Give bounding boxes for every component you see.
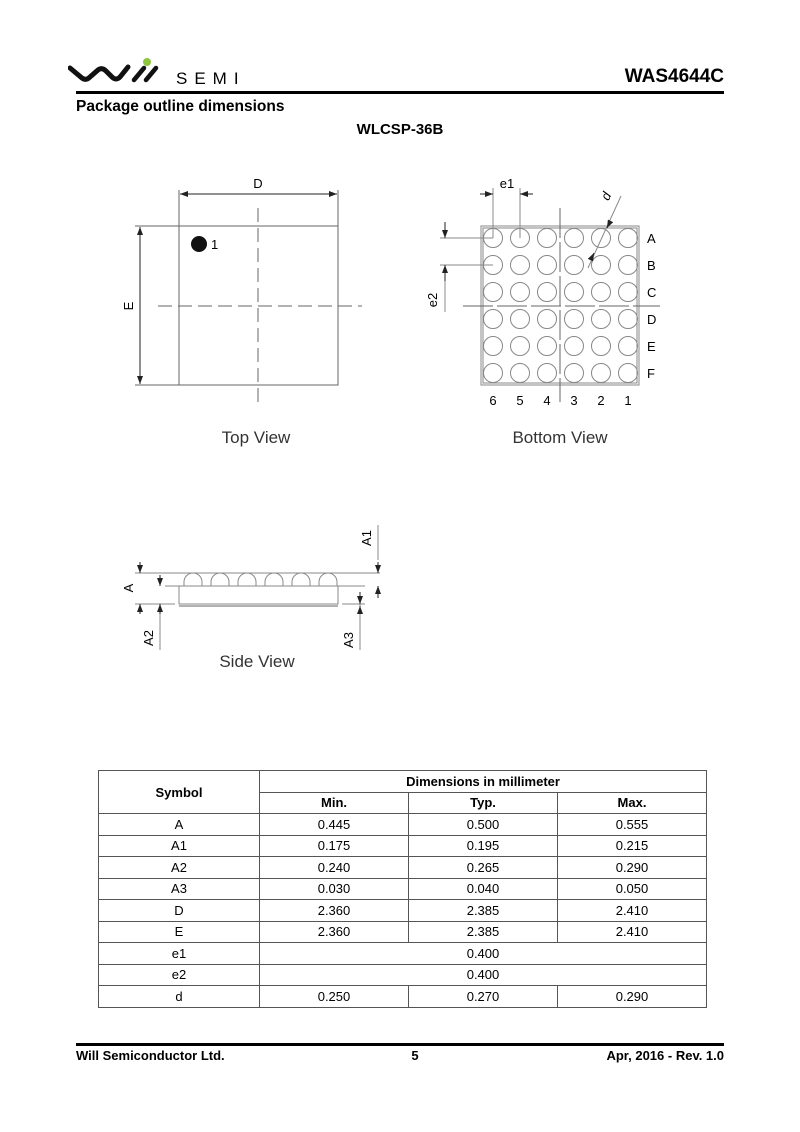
max-cell: 0.290 (558, 986, 707, 1008)
solder-ball (484, 310, 503, 329)
solder-ball (511, 337, 530, 356)
solder-ball (511, 364, 530, 383)
column-label: 5 (516, 393, 524, 408)
solder-ball (619, 256, 638, 275)
solder-ball (619, 229, 638, 248)
dim-a1-label: A1 (359, 530, 374, 546)
solder-ball (565, 364, 584, 383)
row-label: D (647, 312, 657, 327)
solder-ball (511, 283, 530, 302)
max-cell: 2.410 (558, 900, 707, 922)
max-cell: 0.050 (558, 878, 707, 900)
dim-a3-label: A3 (341, 632, 356, 648)
solder-ball (619, 364, 638, 383)
row-label: B (647, 258, 656, 273)
min-cell: 2.360 (260, 921, 409, 943)
table-row (99, 900, 707, 922)
solder-bump (238, 573, 256, 586)
pitch-e2-label: e2 (425, 292, 440, 308)
group-header: Dimensions in millimeter (260, 771, 707, 793)
column-label: 2 (597, 393, 605, 408)
solder-bump (211, 573, 229, 586)
row-label: A (647, 231, 656, 246)
solder-ball (619, 283, 638, 302)
solder-ball (592, 364, 611, 383)
logo-text: SEMI (176, 69, 246, 88)
solder-ball (592, 283, 611, 302)
min-cell: 0.175 (260, 835, 409, 857)
min-cell: 2.360 (260, 900, 409, 922)
symbol-cell: d (99, 986, 260, 1008)
col-header-min: Min. (260, 792, 409, 814)
typ-cell: 0.270 (409, 986, 558, 1008)
symbol-cell: A3 (99, 878, 260, 900)
footer-divider (76, 1043, 724, 1046)
solder-ball (538, 337, 557, 356)
solder-ball (565, 229, 584, 248)
dim-e-label: E (121, 301, 136, 311)
solder-bump (292, 573, 310, 586)
min-cell: 0.445 (260, 814, 409, 836)
symbol-cell: E (99, 921, 260, 943)
solder-ball (592, 229, 611, 248)
symbol-cell: e2 (99, 964, 260, 986)
symbol-cell: A2 (99, 857, 260, 879)
typ-cell: 0.040 (409, 878, 558, 900)
solder-ball (484, 337, 503, 356)
table-row (99, 857, 707, 879)
footer-page-number: 5 (411, 1048, 419, 1063)
value-cell: 0.400 (260, 964, 707, 986)
side-view-drawing (0, 500, 420, 680)
solder-ball (619, 310, 638, 329)
solder-ball (484, 283, 503, 302)
solder-ball (538, 229, 557, 248)
max-cell: 2.410 (558, 921, 707, 943)
solder-bump (265, 573, 283, 586)
package-name: WLCSP-36B (356, 121, 444, 138)
bottom-view-drawing (0, 0, 800, 460)
pin1-label: 1 (211, 237, 219, 252)
table-row (99, 878, 707, 900)
symbol-cell: D (99, 900, 260, 922)
dim-a2-label: A2 (141, 630, 156, 646)
solder-ball (511, 310, 530, 329)
solder-bump (319, 573, 337, 586)
solder-ball (511, 256, 530, 275)
bottom-view-caption: Bottom View (512, 428, 608, 447)
max-cell: 0.555 (558, 814, 707, 836)
table-row (99, 964, 707, 986)
row-label: E (647, 339, 656, 354)
section-title: Package outline dimensions (76, 98, 285, 115)
column-label: 1 (624, 393, 632, 408)
footer-company: Will Semiconductor Ltd. (76, 1048, 225, 1063)
solder-ball (538, 256, 557, 275)
dim-d-label: D (253, 176, 263, 191)
footer-revision: Apr, 2016 - Rev. 1.0 (606, 1048, 724, 1063)
max-cell: 0.215 (558, 835, 707, 857)
solder-ball (619, 337, 638, 356)
solder-ball (538, 310, 557, 329)
symbol-cell: A (99, 814, 260, 836)
solder-ball (565, 337, 584, 356)
max-cell: 0.290 (558, 857, 707, 879)
col-header-max: Max. (558, 792, 707, 814)
ball-diameter-label: d (597, 189, 615, 203)
row-label: C (647, 285, 657, 300)
typ-cell: 0.500 (409, 814, 558, 836)
pitch-e1-label: e1 (499, 176, 515, 191)
table-row (99, 835, 707, 857)
col-header-typ: Typ. (409, 792, 558, 814)
solder-bump (184, 573, 202, 586)
typ-cell: 2.385 (409, 921, 558, 943)
solder-ball (538, 364, 557, 383)
top-view-caption: Top View (221, 428, 291, 447)
column-label: 6 (489, 393, 497, 408)
symbol-cell: e1 (99, 943, 260, 965)
typ-cell: 0.265 (409, 857, 558, 879)
dim-a-label: A (121, 583, 136, 593)
dimensions-table (98, 770, 707, 1008)
typ-cell: 0.195 (409, 835, 558, 857)
solder-ball (484, 364, 503, 383)
symbol-header: Symbol (99, 771, 260, 814)
min-cell: 0.250 (260, 986, 409, 1008)
typ-cell: 2.385 (409, 900, 558, 922)
column-label: 4 (543, 393, 551, 408)
solder-ball (592, 337, 611, 356)
table-row (99, 986, 707, 1008)
min-cell: 0.240 (260, 857, 409, 879)
row-label: F (647, 366, 655, 381)
table-row (99, 921, 707, 943)
column-label: 3 (570, 393, 578, 408)
table-row (99, 943, 707, 965)
solder-ball (592, 256, 611, 275)
solder-ball (565, 256, 584, 275)
solder-ball (538, 283, 557, 302)
min-cell: 0.030 (260, 878, 409, 900)
side-view-caption: Side View (219, 652, 295, 671)
table-row (99, 814, 707, 836)
solder-ball (565, 283, 584, 302)
solder-ball (592, 310, 611, 329)
solder-ball (565, 310, 584, 329)
part-number: WAS4644C (624, 66, 724, 87)
symbol-cell: A1 (99, 835, 260, 857)
value-cell: 0.400 (260, 943, 707, 965)
